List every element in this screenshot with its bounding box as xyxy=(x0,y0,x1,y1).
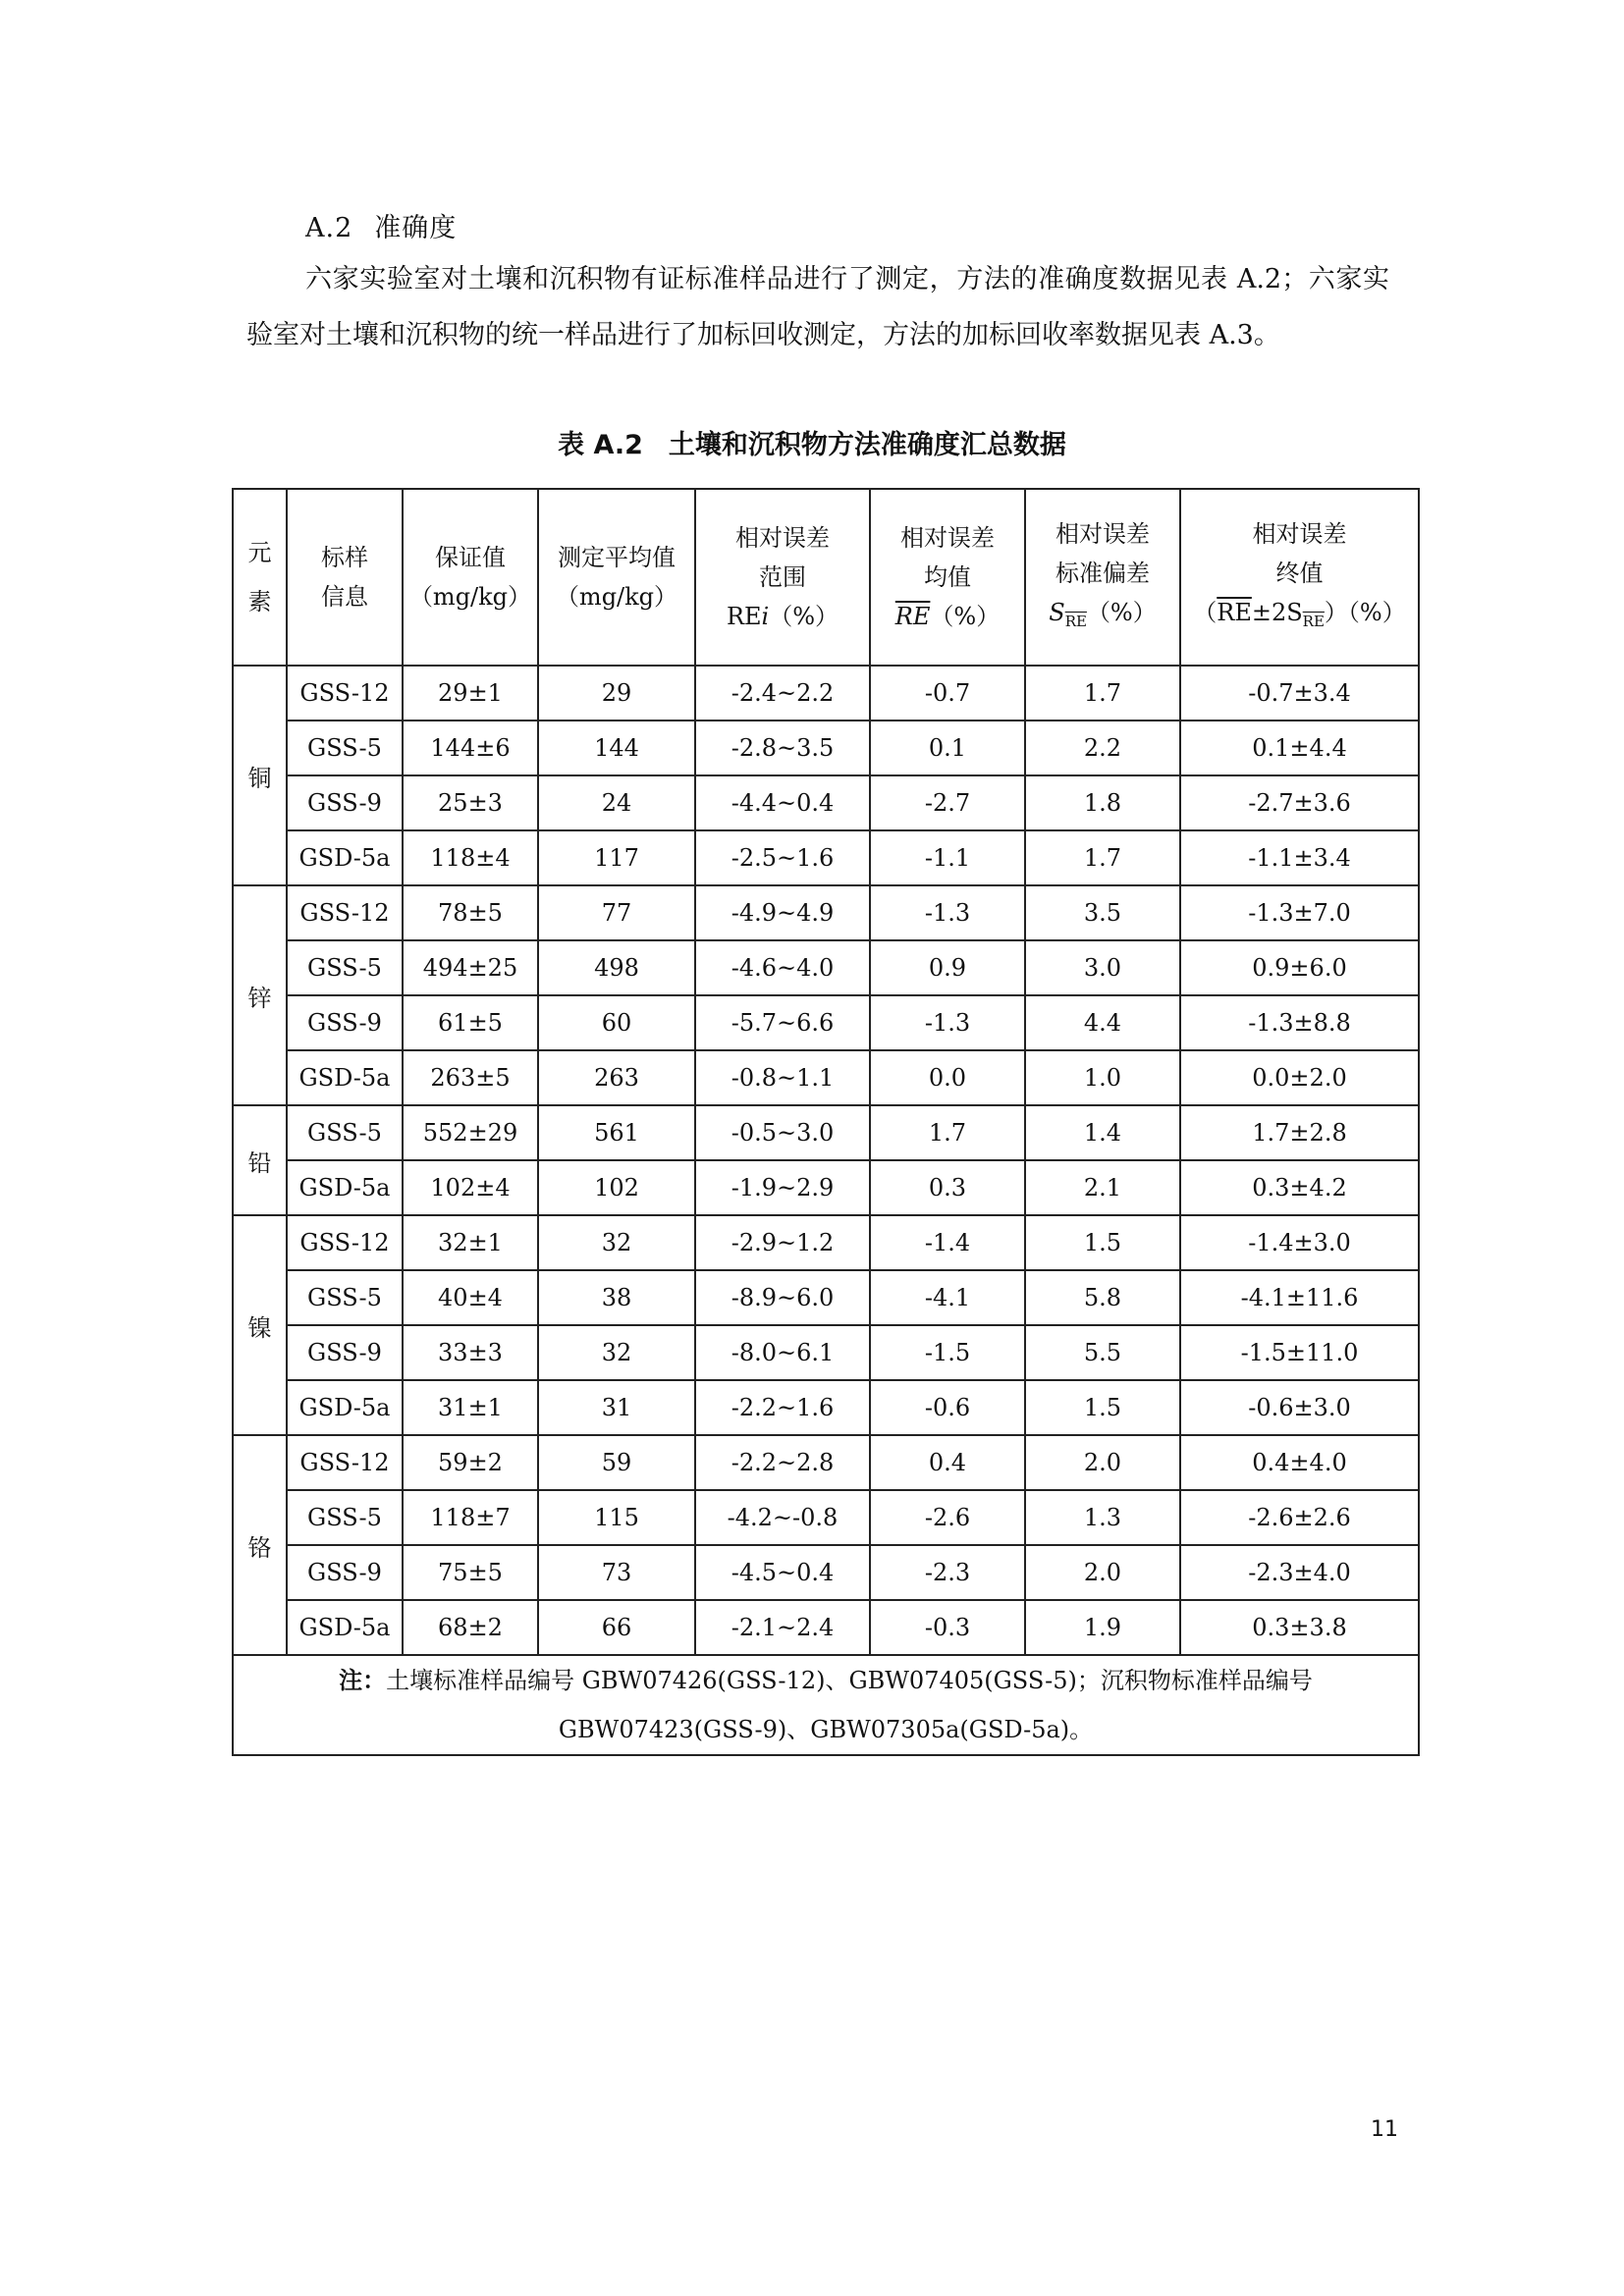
element-cell: 锌 xyxy=(233,885,287,1105)
re-mean-cell: -4.1 xyxy=(870,1270,1025,1325)
certified-value-cell: 102±4 xyxy=(403,1160,538,1215)
sample-cell: GSS-12 xyxy=(287,1435,403,1490)
certified-value-cell: 144±6 xyxy=(403,721,538,775)
re-sd-cell: 1.7 xyxy=(1025,666,1180,721)
re-final-cell: 0.9±6.0 xyxy=(1180,940,1419,995)
measured-mean-cell: 73 xyxy=(538,1545,695,1600)
certified-value-cell: 29±1 xyxy=(403,666,538,721)
re-range-cell: -0.8~1.1 xyxy=(695,1050,870,1105)
re-final-cell: -0.7±3.4 xyxy=(1180,666,1419,721)
re-mean-cell: -0.7 xyxy=(870,666,1025,721)
table-row xyxy=(233,666,1419,721)
table-row xyxy=(233,1435,1419,1490)
re-range-cell: -8.9~6.0 xyxy=(695,1270,870,1325)
re-sd-cell: 4.4 xyxy=(1025,995,1180,1050)
re-final-cell: 0.4±4.0 xyxy=(1180,1435,1419,1490)
header-re-sd: 相对误差 标准偏差 $S_{\overline{RE}}(\%)$ xyxy=(1025,489,1180,666)
certified-value-cell: 552±29 xyxy=(403,1105,538,1160)
re-sd-cell: 1.4 xyxy=(1025,1105,1180,1160)
sample-cell: GSD-5a xyxy=(287,1380,403,1435)
certified-value-cell: 494±25 xyxy=(403,940,538,995)
re-sd-cell: 1.5 xyxy=(1025,1380,1180,1435)
certified-value-cell: 68±2 xyxy=(403,1600,538,1655)
certified-value-cell: 75±5 xyxy=(403,1545,538,1600)
re-mean-cell: 1.7 xyxy=(870,1105,1025,1160)
table-row xyxy=(233,830,1419,885)
table-row xyxy=(233,1105,1419,1160)
re-range-cell: -4.5~0.4 xyxy=(695,1545,870,1600)
measured-mean-cell: 38 xyxy=(538,1270,695,1325)
measured-mean-cell: 59 xyxy=(538,1435,695,1490)
table-row xyxy=(233,1215,1419,1270)
sample-cell: GSS-5 xyxy=(287,940,403,995)
measured-mean-cell: 498 xyxy=(538,940,695,995)
section-title: 准确度 xyxy=(374,213,458,243)
re-mean-cell: -2.3 xyxy=(870,1545,1025,1600)
measured-mean-cell: 32 xyxy=(538,1215,695,1270)
header-re-range: 相对误差 范围 REi（%） xyxy=(695,489,870,666)
sample-cell: GSS-9 xyxy=(287,995,403,1050)
re-sd-cell: 2.0 xyxy=(1025,1545,1180,1600)
table-row xyxy=(233,775,1419,830)
measured-mean-cell: 66 xyxy=(538,1600,695,1655)
sample-cell: GSS-5 xyxy=(287,1105,403,1160)
certified-value-cell: 263±5 xyxy=(403,1050,538,1105)
sample-cell: GSS-9 xyxy=(287,1545,403,1600)
re-sd-cell: 5.8 xyxy=(1025,1270,1180,1325)
measured-mean-cell: 31 xyxy=(538,1380,695,1435)
re-range-cell: -5.7~6.6 xyxy=(695,995,870,1050)
re-range-cell: -1.9~2.9 xyxy=(695,1160,870,1215)
re-range-cell: -4.9~4.9 xyxy=(695,885,870,940)
element-cell: 铅 xyxy=(233,1105,287,1215)
sample-cell: GSS-9 xyxy=(287,775,403,830)
re-range-cell: -2.2~1.6 xyxy=(695,1380,870,1435)
re-mean-cell: -0.3 xyxy=(870,1600,1025,1655)
section-heading xyxy=(305,206,457,244)
sample-cell: GSD-5a xyxy=(287,830,403,885)
certified-value-cell: 59±2 xyxy=(403,1435,538,1490)
measured-mean-cell: 29 xyxy=(538,666,695,721)
header-certified: 保证值 （mg/kg） xyxy=(403,489,538,666)
certified-value-cell: 32±1 xyxy=(403,1215,538,1270)
re-range-cell: -0.5~3.0 xyxy=(695,1105,870,1160)
re-sd-cell: 5.5 xyxy=(1025,1325,1180,1380)
re-sd-cell: 3.0 xyxy=(1025,940,1180,995)
re-final-cell: -1.3±8.8 xyxy=(1180,995,1419,1050)
re-mean-cell: 0.9 xyxy=(870,940,1025,995)
table-note xyxy=(233,1655,1419,1755)
table-row xyxy=(233,721,1419,775)
re-mean-cell: -2.6 xyxy=(870,1490,1025,1545)
header-re-final: 相对误差 终值 $(\overline{RE}\pm 2S_{\overline{RE}})(\%)$ xyxy=(1180,489,1419,666)
re-sd-cell: 1.0 xyxy=(1025,1050,1180,1105)
re-sd-cell: 1.3 xyxy=(1025,1490,1180,1545)
page-number: 11 xyxy=(1371,2117,1398,2142)
re-range-cell: -2.4~2.2 xyxy=(695,666,870,721)
header-sample: 标样 信息 xyxy=(287,489,403,666)
re-mean-cell: -1.3 xyxy=(870,885,1025,940)
measured-mean-cell: 115 xyxy=(538,1490,695,1545)
re-mean-cell: -1.4 xyxy=(870,1215,1025,1270)
certified-value-cell: 31±1 xyxy=(403,1380,538,1435)
re-range-cell: -4.2~-0.8 xyxy=(695,1490,870,1545)
re-sd-cell: 3.5 xyxy=(1025,885,1180,940)
measured-mean-cell: 102 xyxy=(538,1160,695,1215)
re-final-cell: -2.6±2.6 xyxy=(1180,1490,1419,1545)
table-row xyxy=(233,1490,1419,1545)
element-cell: 铬 xyxy=(233,1435,287,1655)
re-range-cell: -2.9~1.2 xyxy=(695,1215,870,1270)
re-final-cell: 0.0±2.0 xyxy=(1180,1050,1419,1105)
certified-value-cell: 61±5 xyxy=(403,995,538,1050)
re-mean-cell: -1.3 xyxy=(870,995,1025,1050)
sample-cell: GSS-5 xyxy=(287,721,403,775)
measured-mean-cell: 263 xyxy=(538,1050,695,1105)
measured-mean-cell: 24 xyxy=(538,775,695,830)
re-final-cell: -1.4±3.0 xyxy=(1180,1215,1419,1270)
table-caption-number: 表 A.2 xyxy=(558,430,643,460)
re-mean-cell: 0.0 xyxy=(870,1050,1025,1105)
sample-cell: GSD-5a xyxy=(287,1050,403,1105)
re-range-cell: -2.5~1.6 xyxy=(695,830,870,885)
re-mean-cell: -0.6 xyxy=(870,1380,1025,1435)
certified-value-cell: 118±7 xyxy=(403,1490,538,1545)
measured-mean-cell: 77 xyxy=(538,885,695,940)
re-final-cell: -2.7±3.6 xyxy=(1180,775,1419,830)
table-row xyxy=(233,1325,1419,1380)
certified-value-cell: 25±3 xyxy=(403,775,538,830)
table-note-row xyxy=(233,1655,1419,1755)
re-range-cell: -2.8~3.5 xyxy=(695,721,870,775)
certified-value-cell: 40±4 xyxy=(403,1270,538,1325)
re-mean-cell: 0.3 xyxy=(870,1160,1025,1215)
element-cell: 铜 xyxy=(233,666,287,885)
measured-mean-cell: 32 xyxy=(538,1325,695,1380)
re-final-cell: 0.3±3.8 xyxy=(1180,1600,1419,1655)
header-re-mean: 相对误差 均值 $\overline{RE}(\%)$ xyxy=(870,489,1025,666)
header-element: 元素 xyxy=(233,489,287,666)
sample-cell: GSS-12 xyxy=(287,1215,403,1270)
re-mean-cell: -1.5 xyxy=(870,1325,1025,1380)
table-row xyxy=(233,1050,1419,1105)
measured-mean-cell: 561 xyxy=(538,1105,695,1160)
measured-mean-cell: 117 xyxy=(538,830,695,885)
re-sd-cell: 1.5 xyxy=(1025,1215,1180,1270)
table-row xyxy=(233,1545,1419,1600)
re-sd-cell: 2.2 xyxy=(1025,721,1180,775)
re-final-cell: -1.3±7.0 xyxy=(1180,885,1419,940)
re-range-cell: -2.2~2.8 xyxy=(695,1435,870,1490)
sample-cell: GSD-5a xyxy=(287,1600,403,1655)
table-row xyxy=(233,1160,1419,1215)
certified-value-cell: 118±4 xyxy=(403,830,538,885)
re-final-cell: -1.5±11.0 xyxy=(1180,1325,1419,1380)
re-mean-cell: 0.4 xyxy=(870,1435,1025,1490)
re-mean-cell: -1.1 xyxy=(870,830,1025,885)
re-sd-cell: 1.7 xyxy=(1025,830,1180,885)
re-final-cell: -2.3±4.0 xyxy=(1180,1545,1419,1600)
accuracy-table xyxy=(232,488,1420,1756)
table-row xyxy=(233,995,1419,1050)
re-final-cell: -0.6±3.0 xyxy=(1180,1380,1419,1435)
re-range-cell: -2.1~2.4 xyxy=(695,1600,870,1655)
table-row xyxy=(233,1600,1419,1655)
table-caption xyxy=(0,423,1624,461)
re-final-cell: -1.1±3.4 xyxy=(1180,830,1419,885)
re-range-cell: -4.4~0.4 xyxy=(695,775,870,830)
re-final-cell: -4.1±11.6 xyxy=(1180,1270,1419,1325)
table-row xyxy=(233,1270,1419,1325)
table-row xyxy=(233,1380,1419,1435)
table-row xyxy=(233,940,1419,995)
re-sd-cell: 2.1 xyxy=(1025,1160,1180,1215)
table-row xyxy=(233,885,1419,940)
measured-mean-cell: 60 xyxy=(538,995,695,1050)
header-measured-mean: 测定平均值 （mg/kg） xyxy=(538,489,695,666)
sample-cell: GSD-5a xyxy=(287,1160,403,1215)
sample-cell: GSS-5 xyxy=(287,1270,403,1325)
re-final-cell: 0.1±4.4 xyxy=(1180,721,1419,775)
element-cell: 镍 xyxy=(233,1215,287,1435)
body-paragraph: 六家实验室对土壤和沉积物有证标准样品进行了测定，方法的准确度数据见表 A.2；六家实验室对土壤和沉积物的统一样品进行了加标回收测定，方法的加标回收率数据见表 A.3。 xyxy=(246,264,1389,350)
re-range-cell: -8.0~6.1 xyxy=(695,1325,870,1380)
measured-mean-cell: 144 xyxy=(538,721,695,775)
note-text: 土壤标准样品编号 GBW07426(GSS-12)、GBW07405(GSS-5)；沉积物标准样品编号 GBW07423(GSS-9)、GBW07305a(GSD-5a)。 xyxy=(386,1667,1313,1743)
re-mean-cell: -2.7 xyxy=(870,775,1025,830)
re-sd-cell: 1.8 xyxy=(1025,775,1180,830)
table-caption-title: 土壤和沉积物方法准确度汇总数据 xyxy=(668,430,1066,460)
re-range-cell: -4.6~4.0 xyxy=(695,940,870,995)
sample-cell: GSS-9 xyxy=(287,1325,403,1380)
re-mean-cell: 0.1 xyxy=(870,721,1025,775)
sample-cell: GSS-12 xyxy=(287,885,403,940)
certified-value-cell: 33±3 xyxy=(403,1325,538,1380)
certified-value-cell: 78±5 xyxy=(403,885,538,940)
section-number: A.2 xyxy=(305,213,353,243)
re-final-cell: 1.7±2.8 xyxy=(1180,1105,1419,1160)
note-label: 注： xyxy=(339,1666,387,1694)
re-final-cell: 0.3±4.2 xyxy=(1180,1160,1419,1215)
sample-cell: GSS-12 xyxy=(287,666,403,721)
re-sd-cell: 1.9 xyxy=(1025,1600,1180,1655)
re-sd-cell: 2.0 xyxy=(1025,1435,1180,1490)
table-header-row xyxy=(233,489,1419,666)
sample-cell: GSS-5 xyxy=(287,1490,403,1545)
